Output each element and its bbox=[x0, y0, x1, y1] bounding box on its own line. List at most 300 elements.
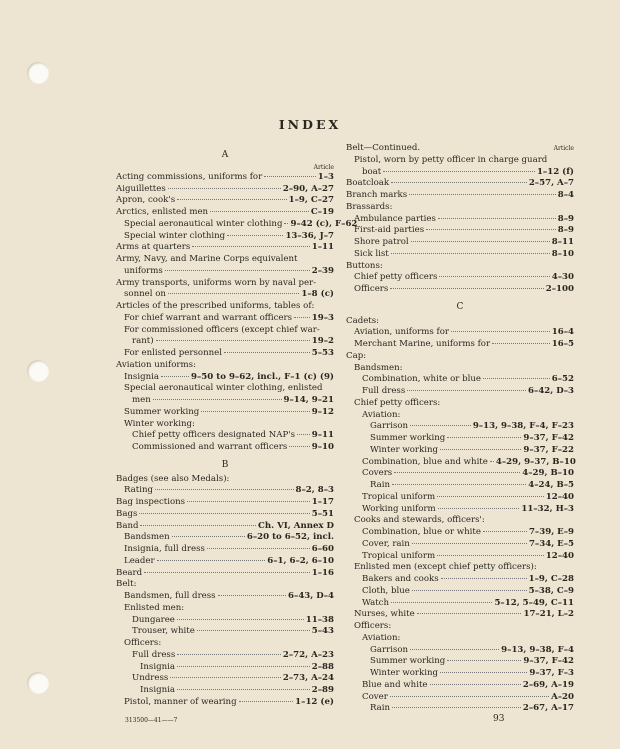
index-entry bbox=[346, 398, 574, 410]
index-entry bbox=[346, 433, 574, 445]
entry-term: Watch bbox=[362, 597, 390, 608]
dot-leader bbox=[139, 513, 309, 514]
entry-term: Winter working: bbox=[124, 418, 195, 429]
dot-leader bbox=[144, 572, 310, 573]
dot-leader bbox=[294, 317, 310, 318]
entry-term: Insignia bbox=[124, 371, 159, 382]
dot-leader bbox=[264, 176, 316, 177]
entry-reference: 19–3 bbox=[311, 312, 334, 323]
index-entry bbox=[346, 527, 574, 539]
index-entry bbox=[346, 214, 574, 226]
entry-term: Officers: bbox=[354, 621, 392, 631]
dot-leader bbox=[172, 536, 245, 537]
index-entry bbox=[346, 386, 574, 398]
punch-hole bbox=[27, 360, 49, 382]
entry-term: Summer working bbox=[124, 406, 200, 417]
entry-term: Band bbox=[116, 520, 139, 531]
index-entry bbox=[116, 442, 334, 454]
entry-reference: 6–43, D–4 bbox=[288, 591, 334, 601]
dot-leader bbox=[227, 235, 283, 236]
entry-term: rant) bbox=[132, 336, 154, 347]
index-entry bbox=[346, 692, 574, 704]
dot-leader bbox=[391, 602, 492, 603]
index-entry bbox=[116, 521, 334, 533]
entry-term: Aviation: bbox=[362, 632, 401, 643]
dot-leader bbox=[207, 548, 310, 549]
index-entry bbox=[346, 316, 574, 328]
entry-term: Apron, cook's bbox=[116, 195, 176, 206]
entry-term: Winter working bbox=[370, 668, 438, 678]
index-entry bbox=[116, 509, 334, 521]
entry-reference: 5–53 bbox=[311, 348, 334, 358]
entry-term: Brassards: bbox=[346, 201, 393, 212]
entry-reference: 5–51 bbox=[311, 508, 334, 519]
dot-leader bbox=[492, 343, 550, 344]
entry-reference: A–20 bbox=[551, 691, 574, 702]
entry-reference: 2–100 bbox=[545, 284, 574, 294]
entry-term: Buttons: bbox=[346, 260, 383, 271]
index-entry bbox=[346, 551, 574, 563]
entry-term: Combination, blue or white bbox=[362, 527, 481, 537]
entry-reference: 4–30 bbox=[551, 272, 574, 283]
entry-term: Articles of the prescribed uniforms, tables of: bbox=[116, 301, 315, 311]
index-entry bbox=[116, 301, 334, 313]
entry-term: Enlisted men: bbox=[124, 602, 185, 613]
dot-leader bbox=[284, 223, 288, 224]
entry-reference: 9–13, 9–38, F–4, F–23 bbox=[472, 421, 574, 432]
index-entry bbox=[346, 143, 574, 155]
index-entry bbox=[346, 457, 574, 469]
entry-reference: 4–24, B–5 bbox=[528, 480, 574, 490]
dot-leader bbox=[392, 484, 526, 485]
index-entry bbox=[116, 231, 334, 243]
entry-reference: 5–43 bbox=[311, 626, 334, 637]
dot-leader bbox=[140, 525, 256, 526]
section-letter: A bbox=[221, 150, 229, 160]
index-entry bbox=[116, 579, 334, 591]
entry-term: Pistol, manner of wearing bbox=[124, 696, 237, 707]
entry-term: Leader bbox=[124, 555, 155, 566]
index-column-right bbox=[346, 143, 574, 715]
entry-reference: 8–9 bbox=[557, 225, 574, 236]
index-entry bbox=[346, 225, 574, 237]
dot-leader bbox=[161, 376, 189, 377]
entry-term: Arctics, enlisted men bbox=[116, 207, 209, 217]
index-entry bbox=[116, 266, 334, 278]
dot-leader bbox=[391, 182, 527, 183]
dot-leader bbox=[224, 352, 310, 353]
entry-term: Aviation: bbox=[362, 409, 401, 420]
entry-reference: 2–72, A–23 bbox=[282, 649, 334, 660]
dot-leader bbox=[390, 696, 549, 697]
dot-leader bbox=[483, 531, 527, 532]
entry-reference: 1–16 bbox=[311, 567, 334, 578]
index-entry bbox=[346, 668, 574, 680]
dot-leader bbox=[297, 434, 310, 435]
entry-term: Army, Navy, and Marine Corps equivalent bbox=[116, 254, 298, 264]
entry-reference: 4–29, 9–37, B–10 bbox=[495, 456, 576, 467]
entry-term: Chief petty officers bbox=[354, 272, 438, 283]
dot-leader bbox=[391, 253, 550, 254]
dot-leader bbox=[440, 672, 527, 673]
entry-term: Badges (see also Medals): bbox=[116, 473, 230, 484]
entry-reference: 9–14, 9–21 bbox=[283, 395, 334, 405]
index-entry bbox=[116, 313, 334, 325]
index-entry bbox=[346, 410, 574, 422]
footer-code: 313500—41——7 bbox=[125, 717, 178, 724]
entry-term: sonnel on bbox=[124, 289, 166, 300]
entry-term: Full dress bbox=[132, 649, 176, 660]
entry-reference: 13–36, J–7 bbox=[285, 230, 334, 241]
entry-reference: C–19 bbox=[310, 207, 334, 217]
index-entry bbox=[346, 284, 574, 296]
index-entry bbox=[116, 685, 334, 697]
index-entry bbox=[346, 562, 574, 574]
dot-leader bbox=[177, 619, 304, 620]
entry-reference: 1–17 bbox=[311, 497, 334, 507]
entry-reference: 2–90, A–27 bbox=[282, 183, 334, 194]
entry-term: Arms at quarters bbox=[116, 242, 191, 253]
index-entry bbox=[346, 374, 574, 386]
entry-reference: 6–20 to 6–52, incl. bbox=[246, 532, 334, 543]
entry-reference: 6–60 bbox=[311, 544, 334, 554]
dot-leader bbox=[168, 293, 299, 294]
entry-term: Aviation uniforms: bbox=[116, 359, 196, 370]
entry-term: Rain bbox=[370, 480, 391, 490]
entry-reference: 9–37, F–3 bbox=[529, 668, 574, 678]
index-entry bbox=[116, 497, 334, 509]
entry-reference: 1–9, C–27 bbox=[288, 195, 334, 206]
dot-leader bbox=[438, 508, 520, 509]
index-entry bbox=[346, 468, 574, 480]
dot-leader bbox=[177, 689, 310, 690]
dot-leader bbox=[437, 555, 544, 556]
entry-term: Trouser, white bbox=[132, 626, 195, 637]
entry-term: Bag inspections bbox=[116, 497, 186, 507]
article-label: Article bbox=[553, 145, 574, 152]
entry-reference: 8–4 bbox=[557, 190, 574, 200]
index-entry bbox=[346, 155, 574, 167]
index-entry bbox=[116, 407, 334, 419]
entry-reference: 12–40 bbox=[545, 491, 574, 502]
entry-term: For commissioned officers (except chief war- bbox=[124, 324, 320, 335]
dot-leader bbox=[441, 578, 527, 579]
index-entry bbox=[116, 638, 334, 650]
index-entry bbox=[346, 339, 574, 351]
entry-term: Officers bbox=[354, 284, 389, 294]
entry-reference: 9–37, F–42 bbox=[523, 433, 574, 443]
dot-leader bbox=[177, 654, 281, 655]
entry-reference: 9–37, F–42 bbox=[523, 656, 574, 667]
entry-term: Aviation, uniforms for bbox=[354, 327, 449, 338]
index-entry bbox=[116, 383, 334, 395]
entry-term: Belt—Continued. bbox=[346, 143, 421, 153]
index-entry bbox=[116, 532, 334, 544]
index-entry bbox=[116, 195, 334, 207]
index-entry bbox=[346, 445, 574, 457]
index-entry bbox=[346, 609, 574, 621]
index-entry bbox=[116, 278, 334, 290]
index-entry bbox=[116, 544, 334, 556]
index-entry bbox=[116, 485, 334, 497]
entry-term: uniforms bbox=[124, 265, 163, 276]
index-entry bbox=[346, 363, 574, 375]
index-entry bbox=[116, 336, 334, 348]
index-entry bbox=[116, 325, 334, 337]
entry-term: Dungaree bbox=[132, 614, 175, 625]
dot-leader bbox=[390, 288, 543, 289]
entry-reference: 6–42, D–3 bbox=[528, 386, 574, 396]
index-entry bbox=[116, 697, 334, 709]
entry-term: Bags bbox=[116, 508, 138, 519]
index-entry bbox=[116, 419, 334, 431]
index-entry bbox=[346, 167, 574, 179]
entry-reference: 2–88 bbox=[311, 661, 334, 672]
entry-term: Summer working bbox=[370, 433, 446, 443]
entry-term: Rain bbox=[370, 703, 391, 714]
index-entry bbox=[116, 172, 334, 184]
entry-term: Tropical uniform bbox=[362, 550, 436, 561]
entry-reference: 9–10 bbox=[311, 442, 334, 452]
entry-term: Bandsmen bbox=[124, 532, 170, 543]
entry-reference: 1–11 bbox=[311, 242, 334, 253]
entry-reference: 2–57, A–7 bbox=[528, 178, 574, 189]
index-entry bbox=[116, 218, 358, 231]
page-title: INDEX bbox=[278, 117, 342, 132]
entry-term: Insignia bbox=[140, 685, 175, 695]
entry-reference: 2–89 bbox=[311, 685, 334, 695]
dot-leader bbox=[197, 630, 310, 631]
entry-reference: 5–12, 5–49, C–11 bbox=[494, 597, 574, 608]
index-entry bbox=[116, 348, 334, 360]
dot-leader bbox=[187, 501, 310, 502]
index-entry bbox=[116, 591, 334, 603]
entry-term: Beard bbox=[116, 567, 143, 578]
dot-leader bbox=[289, 446, 309, 447]
entry-term: Bandsmen, full dress bbox=[124, 591, 216, 601]
entry-term: Officers: bbox=[124, 638, 162, 648]
entry-term: Cloth, blue bbox=[362, 585, 410, 596]
entry-reference: 17–21, L–2 bbox=[523, 609, 574, 620]
index-entry bbox=[346, 680, 574, 692]
dot-leader bbox=[426, 229, 556, 230]
entry-term: Aiguillettes bbox=[116, 183, 166, 194]
dot-leader bbox=[218, 595, 286, 596]
entry-term: Enlisted men (except chief petty officers): bbox=[354, 562, 537, 573]
dot-leader bbox=[410, 425, 471, 426]
entry-reference: Ch. VI, Annex D bbox=[258, 520, 334, 531]
entry-reference: 9–13, 9–38, F–4 bbox=[501, 644, 574, 655]
entry-reference: 4–29, B–10 bbox=[522, 468, 574, 479]
entry-term: Boatcloak bbox=[346, 178, 390, 189]
dot-leader bbox=[417, 613, 522, 614]
dot-leader bbox=[437, 496, 544, 497]
entry-term: Blue and white bbox=[362, 679, 428, 690]
dot-leader bbox=[392, 707, 521, 708]
dot-leader bbox=[394, 472, 520, 473]
index-entry bbox=[116, 568, 334, 580]
index-entry bbox=[346, 586, 574, 598]
entry-reference: 1–8 (c) bbox=[301, 289, 334, 300]
entry-term: Covers bbox=[362, 468, 393, 479]
entry-term: Ambulance parties bbox=[354, 213, 436, 224]
entry-reference: 11–38 bbox=[305, 614, 334, 625]
entry-reference: 9–42 (c), F–62 bbox=[290, 218, 358, 229]
entry-reference: 16–4 bbox=[551, 327, 574, 338]
section-letter: B bbox=[221, 459, 229, 470]
entry-reference: 2–39 bbox=[311, 265, 334, 276]
dot-leader bbox=[430, 684, 521, 685]
entry-term: Insignia bbox=[140, 661, 175, 672]
index-entry bbox=[346, 178, 574, 190]
entry-reference: 9–37, F–22 bbox=[523, 444, 574, 455]
index-entry bbox=[346, 190, 574, 202]
dot-leader bbox=[447, 660, 521, 661]
entry-term: Chief petty officers designated NAP's bbox=[132, 430, 296, 441]
index-entry bbox=[346, 656, 574, 668]
entry-term: Combination, blue and white bbox=[362, 456, 488, 467]
entry-term: Merchant Marine, uniforms for bbox=[354, 339, 491, 349]
page-number: 93 bbox=[493, 714, 505, 724]
entry-reference: 8–10 bbox=[551, 248, 574, 259]
entry-term: First-aid parties bbox=[354, 225, 425, 236]
dot-leader bbox=[239, 701, 294, 702]
dot-leader bbox=[409, 194, 556, 195]
entry-term: Acting commissions, uniforms for bbox=[116, 171, 263, 182]
index-entry bbox=[346, 504, 574, 516]
entry-term: Bandsmen: bbox=[354, 362, 403, 373]
dot-leader bbox=[155, 489, 293, 490]
index-entry bbox=[116, 395, 334, 407]
index-entry bbox=[116, 615, 334, 627]
entry-term: Insignia, full dress bbox=[124, 544, 205, 554]
index-entry bbox=[116, 626, 334, 638]
index-entry bbox=[116, 474, 334, 486]
index-entry bbox=[346, 421, 574, 433]
dot-leader bbox=[156, 340, 310, 341]
entry-term: Shore patrol bbox=[354, 237, 409, 247]
entry-term: Garrison bbox=[370, 644, 409, 655]
entry-reference: 9–11 bbox=[311, 430, 334, 441]
index-entry bbox=[346, 515, 574, 527]
entry-reference: 9–12 bbox=[311, 406, 334, 417]
entry-reference: 7–34, E–5 bbox=[528, 538, 574, 549]
entry-reference: 2–69, A–19 bbox=[522, 679, 574, 690]
index-entry bbox=[116, 430, 334, 442]
index-entry bbox=[346, 645, 574, 657]
entry-term: Rating bbox=[124, 485, 154, 496]
entry-reference: 2–73, A–24 bbox=[282, 673, 334, 684]
dot-leader bbox=[438, 218, 556, 219]
entry-term: Chief petty officers: bbox=[354, 397, 441, 408]
entry-term: Belt: bbox=[116, 579, 137, 590]
dot-leader bbox=[153, 399, 282, 400]
dot-leader bbox=[383, 171, 535, 172]
dot-leader bbox=[192, 246, 310, 247]
index-entry bbox=[346, 261, 574, 273]
index-entry bbox=[346, 237, 574, 249]
dot-leader bbox=[412, 590, 527, 591]
index-entry bbox=[346, 574, 574, 586]
entry-term: For chief warrant and warrant officers bbox=[124, 312, 293, 323]
entry-term: Full dress bbox=[362, 386, 406, 396]
entry-reference: 8–9 bbox=[557, 213, 574, 224]
index-entry bbox=[116, 372, 334, 384]
entry-term: Special aeronautical winter clothing, enlisted bbox=[124, 383, 323, 394]
index-entry bbox=[346, 633, 574, 645]
index-entry bbox=[116, 207, 334, 219]
dot-leader bbox=[411, 241, 550, 242]
dot-leader bbox=[412, 543, 527, 544]
section-letter: C bbox=[456, 301, 464, 312]
entry-term: men bbox=[132, 395, 151, 405]
entry-reference: 1–3 bbox=[317, 171, 334, 182]
entry-reference: 19–2 bbox=[311, 336, 334, 347]
index-entry bbox=[116, 254, 334, 266]
index-entry bbox=[346, 327, 574, 339]
index-entry bbox=[346, 272, 574, 284]
entry-term: Garrison bbox=[370, 421, 409, 432]
dot-leader bbox=[407, 390, 526, 391]
dot-leader bbox=[410, 649, 499, 650]
index-entry bbox=[346, 480, 574, 492]
entry-term: Working uniform bbox=[362, 503, 436, 514]
entry-term: Sick list bbox=[354, 248, 389, 259]
entry-reference: 12–40 bbox=[545, 550, 574, 561]
entry-term: Branch marks bbox=[346, 190, 408, 200]
entry-term: Nurses, white bbox=[354, 609, 415, 620]
entry-term: Combination, white or blue bbox=[362, 374, 481, 385]
entry-reference: 8–11 bbox=[551, 237, 574, 247]
entry-term: Cover, rain bbox=[362, 538, 410, 549]
punch-hole bbox=[27, 672, 49, 694]
entry-term: For enlisted personnel bbox=[124, 348, 222, 358]
punch-hole bbox=[27, 62, 49, 84]
index-entry bbox=[116, 603, 334, 615]
index-entry bbox=[116, 662, 334, 674]
index-entry bbox=[116, 184, 334, 196]
index-entry bbox=[116, 673, 334, 685]
entry-reference: 9–50 to 9–62, incl., F–1 (c) (9) bbox=[191, 371, 334, 382]
entry-term: Winter working bbox=[370, 444, 438, 455]
dot-leader bbox=[451, 331, 550, 332]
index-entry bbox=[116, 360, 334, 372]
dot-leader bbox=[170, 677, 281, 678]
entry-reference: 5–38, C–9 bbox=[528, 585, 574, 596]
index-entry bbox=[116, 289, 334, 301]
entry-reference: 8–2, 8–3 bbox=[295, 485, 334, 496]
entry-term: Summer working bbox=[370, 656, 446, 667]
entry-reference: 6–1, 6–2, 6–10 bbox=[267, 555, 334, 566]
entry-term: Pistol, worn by petty officer in charge guard bbox=[354, 154, 548, 165]
index-entry bbox=[346, 351, 574, 363]
dot-leader bbox=[439, 276, 549, 277]
entry-term: boat bbox=[362, 166, 382, 177]
index-entry bbox=[116, 650, 334, 662]
entry-term: Cap: bbox=[346, 350, 367, 361]
entry-term: Special aeronautical winter clothing bbox=[124, 218, 283, 229]
dot-leader bbox=[483, 378, 550, 379]
article-label: Article bbox=[313, 163, 334, 171]
entry-term: Cooks and stewards, officers': bbox=[354, 515, 485, 526]
index-entry bbox=[346, 492, 574, 504]
entry-term: Tropical uniform bbox=[362, 491, 436, 502]
index-entry bbox=[116, 556, 334, 568]
entry-reference: 11–32, H–3 bbox=[521, 503, 574, 514]
entry-term: Commissioned and warrant officers bbox=[132, 442, 288, 452]
entry-term: Cadets: bbox=[346, 315, 380, 326]
entry-term: Undress bbox=[132, 673, 169, 684]
